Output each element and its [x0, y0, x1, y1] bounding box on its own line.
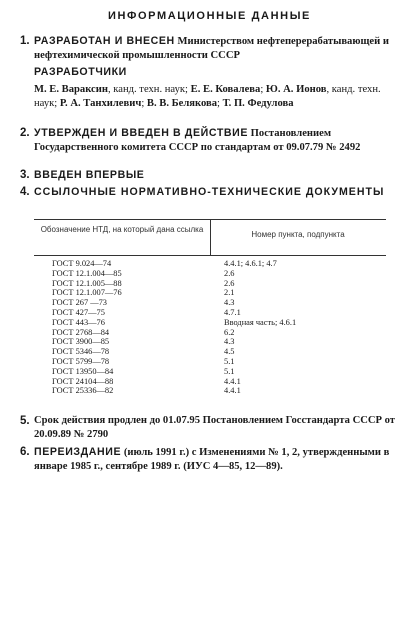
table-row — [34, 298, 386, 308]
section-1-number: 1. — [20, 35, 30, 47]
page-title: ИНФОРМАЦИОННЫЕ ДАННЫЕ — [107, 10, 311, 22]
table-cell-ref: 6.2 — [224, 327, 235, 337]
developer-title: , канд. техн. наук; — [34, 84, 381, 109]
section-2-heading: УТВЕРЖДЕН И ВВЕДЕН В ДЕЙСТВИЕ — [34, 127, 249, 139]
table-cell-ref: 2.1 — [224, 288, 235, 298]
table-cell-ref: 5.1 — [224, 366, 235, 376]
developer-name: М. Е. Вараксин — [34, 84, 108, 95]
table-cell-ref: 2.6 — [224, 268, 235, 278]
table-cell-ref: 5.1 — [224, 356, 235, 366]
table-row — [34, 377, 386, 387]
table-cell-ref: 4.3 — [224, 298, 235, 308]
developer-name: В. В. Белякова — [146, 98, 218, 109]
table-cell-doc: ГОСТ 12.1.004—85 — [52, 268, 122, 278]
section-6-text: (июль 1991 г.) с Изменениями № 1, 2, утвержденными в январе 1985 г., сентябре 1989 г. (ИУС 4—85, 12—89). — [34, 447, 390, 472]
section-5 — [20, 414, 405, 442]
section-4-number: 4. — [20, 186, 30, 198]
table-header-document: Обозначение НТД, на который дана ссылка — [40, 225, 204, 234]
developers-list — [34, 83, 396, 111]
developer-title: ; — [217, 98, 223, 109]
section-1-heading: РАЗРАБОТАН И ВНЕСЕН — [34, 35, 175, 47]
section-2-number: 2. — [20, 127, 30, 139]
table-cell-ref: 2.6 — [224, 278, 235, 288]
developer-name: Р. А. Танхилевич — [59, 98, 142, 109]
table-cell-doc: ГОСТ 24104—88 — [52, 376, 114, 386]
section-2 — [20, 126, 405, 155]
table-cell-ref: 4.4.1 — [224, 376, 241, 386]
table-row — [34, 328, 386, 338]
table-row — [34, 308, 386, 318]
table-row — [34, 337, 386, 347]
section-1-text: Министерством нефтеперерабатывающей и нефтехимической промышленности СССР — [34, 36, 389, 61]
table-cell-ref: 4.7.1 — [224, 307, 241, 317]
table-cell-doc: ГОСТ 5346—78 — [52, 347, 110, 357]
section-3-heading: ВВЕДЕН ВПЕРВЫЕ — [34, 169, 145, 181]
table-cell-doc: ГОСТ 427—75 — [52, 307, 105, 317]
table-cell-ref: 4.3 — [224, 337, 235, 347]
section-3 — [20, 168, 405, 183]
table-cell-doc: ГОСТ 267 —73 — [52, 298, 107, 308]
table-row — [34, 347, 386, 357]
table-cell-ref: Вводная часть; 4.6.1 — [224, 317, 297, 327]
table-cell-ref: 4.4.1 — [224, 386, 241, 396]
table-row — [34, 269, 386, 279]
table-row — [34, 288, 386, 298]
section-4-heading: ССЫЛОЧНЫЕ НОРМАТИВНО-ТЕХНИЧЕСКИЕ ДОКУМЕНТЫ — [34, 186, 385, 198]
developer-name: Т. П. Федулова — [222, 98, 294, 109]
table-cell-doc: ГОСТ 12.1.005—88 — [52, 278, 122, 288]
section-6-number: 6. — [20, 446, 30, 458]
developer-name: Ю. А. Ионов — [265, 84, 327, 95]
section-3-number: 3. — [20, 169, 30, 181]
section-1 — [20, 34, 405, 63]
table-row — [34, 357, 386, 367]
developer-title: , канд. техн. наук; — [107, 84, 191, 95]
table-body — [34, 259, 386, 396]
reference-table — [34, 219, 386, 399]
table-cell-doc: ГОСТ 13950—84 — [52, 366, 114, 376]
section-5-text: Срок действия продлен до 01.07.95 Постановлением Госстандарта СССР от 20.09.89 № 2790 — [34, 415, 396, 440]
developers-heading: РАЗРАБОТЧИКИ — [34, 66, 127, 78]
table-cell-doc: ГОСТ 3900—85 — [52, 337, 110, 347]
table-cell-doc: ГОСТ 25336—82 — [52, 386, 114, 396]
table-cell-ref: 4.4.1; 4.6.1; 4.7 — [224, 259, 277, 268]
developer-title: ; — [141, 98, 147, 109]
table-cell-ref: 4.5 — [224, 347, 235, 357]
table-cell-doc: ГОСТ 443—76 — [52, 317, 105, 327]
table-row — [34, 259, 386, 269]
table-row — [34, 279, 386, 289]
developer-title: ; — [260, 84, 266, 95]
section-4 — [20, 185, 405, 200]
table-cell-doc: ГОСТ 9.024—74 — [52, 259, 112, 268]
table-header-rule — [34, 255, 386, 256]
table-cell-doc: ГОСТ 12.1.007—76 — [52, 288, 122, 298]
table-row — [34, 367, 386, 377]
section-6 — [20, 445, 405, 474]
section-6-heading: ПЕРЕИЗДАНИЕ — [34, 446, 122, 458]
section-5-number: 5. — [20, 415, 30, 427]
section-2-text: Постановлением Государственного комитета СССР по стандартам от 09.07.79 № 2492 — [34, 128, 361, 153]
table-cell-doc: ГОСТ 5799—78 — [52, 356, 110, 366]
table-header-clause: Номер пункта, подпункта — [251, 230, 345, 239]
table-cell-doc: ГОСТ 2768—84 — [52, 327, 110, 337]
table-row — [34, 386, 386, 396]
table-row — [34, 318, 386, 328]
developer-name: Е. Е. Ковалева — [190, 84, 261, 95]
